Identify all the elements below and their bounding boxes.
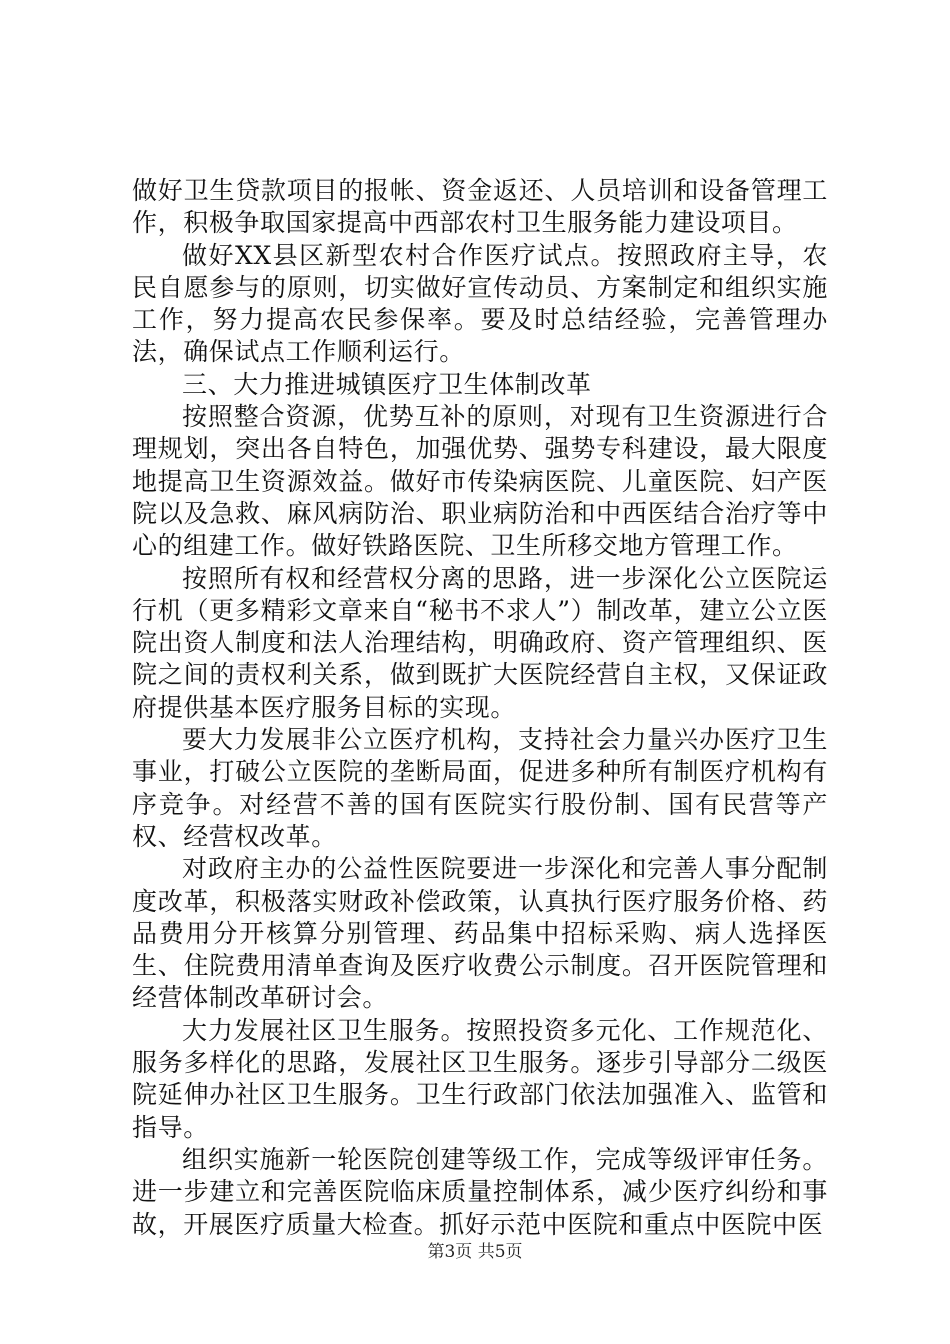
paragraph-public-welfare-hospitals: 对政府主办的公益性医院要进一步深化和完善人事分配制度改革，积极落实财政补偿政策，认真执行医疗服务价格、药品费用分开核算分别管理、药品集中招标采购、病人选择医生、住院费用清单查询及医疗收费公示制度。召开医院管理和经营体制改革研讨会。: [132, 854, 828, 1013]
paragraph-community-health: 大力发展社区卫生服务。按照投资多元化、工作规范化、服务多样化的思路，发展社区卫生服务。逐步引导部分二级医院延伸办社区卫生服务。卫生行政部门依法加强准入、监管和指导。: [132, 1015, 828, 1142]
paragraph-non-public-institutions: 要大力发展非公立医疗机构，支持社会力量兴办医疗卫生事业，打破公立医院的垄断局面，促进多种所有制医疗机构有序竞争。对经营不善的国有医院实行股份制、国有民营等产权、经营权改革。: [132, 725, 828, 851]
paragraph-ownership-separation: 按照所有权和经营权分离的思路，进一步深化公立医院运行机（更多精彩文章来自“秘书不求人”）制改革，建立公立医院出资人制度和法人治理结构，明确政府、资产管理组织、医院之间的责权利关系，做到既扩大医院经营自主权，又保证政府提供基本医疗服务目标的实现。: [132, 563, 828, 722]
page-number-footer: 第3页 共5页: [427, 1242, 523, 1262]
section-heading: 三、大力推进城镇医疗卫生体制改革: [182, 369, 592, 399]
document-body: [132, 175, 828, 1241]
paragraph-rural-cooperative-medical: 做好XX县区新型农村合作医疗试点。按照政府主导，农民自愿参与的原则，切实做好宣传动员、方案制定和组织实施工作，努力提高农民参保率。要及时总结经验，完善管理办法，确保试点工作顺利运行。: [132, 240, 828, 367]
paragraph-continuation: 做好卫生贷款项目的报帐、资金返还、人员培训和设备管理工作，积极争取国家提高中西部农村卫生服务能力建设项目。: [132, 176, 828, 238]
paragraph-resource-integration: 按照整合资源，优势互补的原则，对现有卫生资源进行合理规划，突出各自特色，加强优势、强势专科建设，最大限度地提高卫生资源效益。做好市传染病医院、儿童医院、妇产医院以及急救、麻风病防治、职业病防治和中西医结合治疗等中心的组建工作。做好铁路医院、卫生所移交地方管理工作。: [132, 402, 828, 561]
paragraph-hospital-grading: 组织实施新一轮医院创建等级工作，完成等级评审任务。进一步建立和完善医院临床质量控制体系，减少医疗纠纷和事故，开展医疗质量大检查。抓好示范中医院和重点中医院中医: [132, 1144, 828, 1239]
